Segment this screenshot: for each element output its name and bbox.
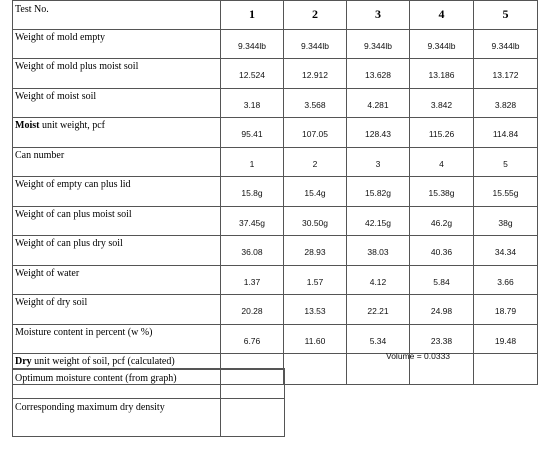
table-cell: 28.93 (284, 236, 347, 266)
table-cell: 36.08 (221, 236, 284, 266)
header-test-4: 4 (410, 1, 474, 30)
row-label-rest: unit weight, pcf (39, 120, 105, 131)
header-test-2: 2 (284, 1, 347, 30)
table-row (13, 147, 538, 177)
summary-row (13, 399, 285, 437)
table-cell: 15.55g (474, 177, 538, 207)
table-cell: 23.38 (410, 324, 474, 354)
table-row (13, 59, 538, 89)
table-cell: 4.12 (347, 265, 410, 295)
table-cell (284, 354, 347, 385)
table-cell: 22.21 (347, 295, 410, 325)
row-label: Weight of mold empty (13, 29, 221, 59)
header-test-3: 3 (347, 1, 410, 30)
table-cell: 9.344lb (284, 29, 347, 59)
table-cell: 3.66 (474, 265, 538, 295)
table-cell (474, 354, 538, 385)
table-cell: 3.18 (221, 88, 284, 118)
table-cell: 42.15g (347, 206, 410, 236)
table-cell: 1.57 (284, 265, 347, 295)
table-cell: 12.912 (284, 59, 347, 89)
table-row (13, 177, 538, 207)
table-header-row (13, 1, 538, 30)
table-cell: 15.8g (221, 177, 284, 207)
row-label: Weight of water (13, 265, 221, 295)
table-cell: 30.50g (284, 206, 347, 236)
summary-table (12, 368, 285, 437)
header-test-5: 5 (474, 1, 538, 30)
summary-row (13, 369, 285, 399)
table-cell: 40.36 (410, 236, 474, 266)
table-cell: 3.828 (474, 88, 538, 118)
table-cell: 114.84 (474, 118, 538, 148)
table-row (13, 118, 538, 148)
table-cell: 46.2g (410, 206, 474, 236)
table-cell: 15.4g (284, 177, 347, 207)
table-cell: 13.53 (284, 295, 347, 325)
summary-label: Corresponding maximum dry density (13, 399, 221, 437)
row-label: Weight of empty can plus lid (13, 177, 221, 207)
row-label: Weight of mold plus moist soil (13, 59, 221, 89)
table-cell: 11.60 (284, 324, 347, 354)
table-cell: 5.34 (347, 324, 410, 354)
table-cell: 15.38g (410, 177, 474, 207)
table-cell: 24.98 (410, 295, 474, 325)
row-label: Moisture content in percent (w %) (13, 324, 221, 354)
table-cell: 3.568 (284, 88, 347, 118)
table-cell: 3 (347, 147, 410, 177)
table-cell: 3.842 (410, 88, 474, 118)
table-cell: 2 (284, 147, 347, 177)
table-cell: 13.186 (410, 59, 474, 89)
table-cell: 115.26 (410, 118, 474, 148)
table-row (13, 88, 538, 118)
header-test-1: 1 (221, 1, 284, 30)
table-cell: 12.524 (221, 59, 284, 89)
table-cell: 34.34 (474, 236, 538, 266)
row-label-bold: Moist (15, 120, 40, 131)
table-row (13, 29, 538, 59)
table-cell: 38g (474, 206, 538, 236)
compaction-test-table (12, 0, 538, 385)
table-cell: 19.48 (474, 324, 538, 354)
table-cell: 4 (410, 147, 474, 177)
row-label-rest: unit weight of soil, pcf (calculated) (31, 356, 175, 367)
row-label: Weight of dry soil (13, 295, 221, 325)
table-row (13, 265, 538, 295)
volume-note: Volume = 0.0333 (386, 351, 451, 361)
table-cell: 5 (474, 147, 538, 177)
table-row (13, 236, 538, 266)
header-label: Test No. (13, 1, 221, 30)
table-row (13, 324, 538, 354)
table-cell: 95.41 (221, 118, 284, 148)
table-cell: 6.76 (221, 324, 284, 354)
table-row (13, 206, 538, 236)
row-label (13, 118, 221, 148)
table-cell: 18.79 (474, 295, 538, 325)
table-cell: 20.28 (221, 295, 284, 325)
table-cell: 1 (221, 147, 284, 177)
row-label: Weight of moist soil (13, 88, 221, 118)
summary-value (221, 369, 285, 399)
table-cell: 107.05 (284, 118, 347, 148)
table-cell: 5.84 (410, 265, 474, 295)
table-cell: 9.344lb (347, 29, 410, 59)
table-cell: 13.172 (474, 59, 538, 89)
table-cell: 9.344lb (221, 29, 284, 59)
row-label: Weight of can plus dry soil (13, 236, 221, 266)
summary-value (221, 399, 285, 437)
table-cell: 1.37 (221, 265, 284, 295)
table-cell: 15.82g (347, 177, 410, 207)
table-cell: 38.03 (347, 236, 410, 266)
table-cell: 4.281 (347, 88, 410, 118)
table-cell: 9.344lb (474, 29, 538, 59)
row-label: Weight of can plus moist soil (13, 206, 221, 236)
table-cell: 128.43 (347, 118, 410, 148)
table-row (13, 295, 538, 325)
row-label: Can number (13, 147, 221, 177)
summary-label: Optimum moisture content (from graph) (13, 369, 221, 399)
table-cell: 9.344lb (410, 29, 474, 59)
table-cell: 37.45g (221, 206, 284, 236)
row-label-bold: Dry (15, 356, 32, 367)
table-cell: 13.628 (347, 59, 410, 89)
